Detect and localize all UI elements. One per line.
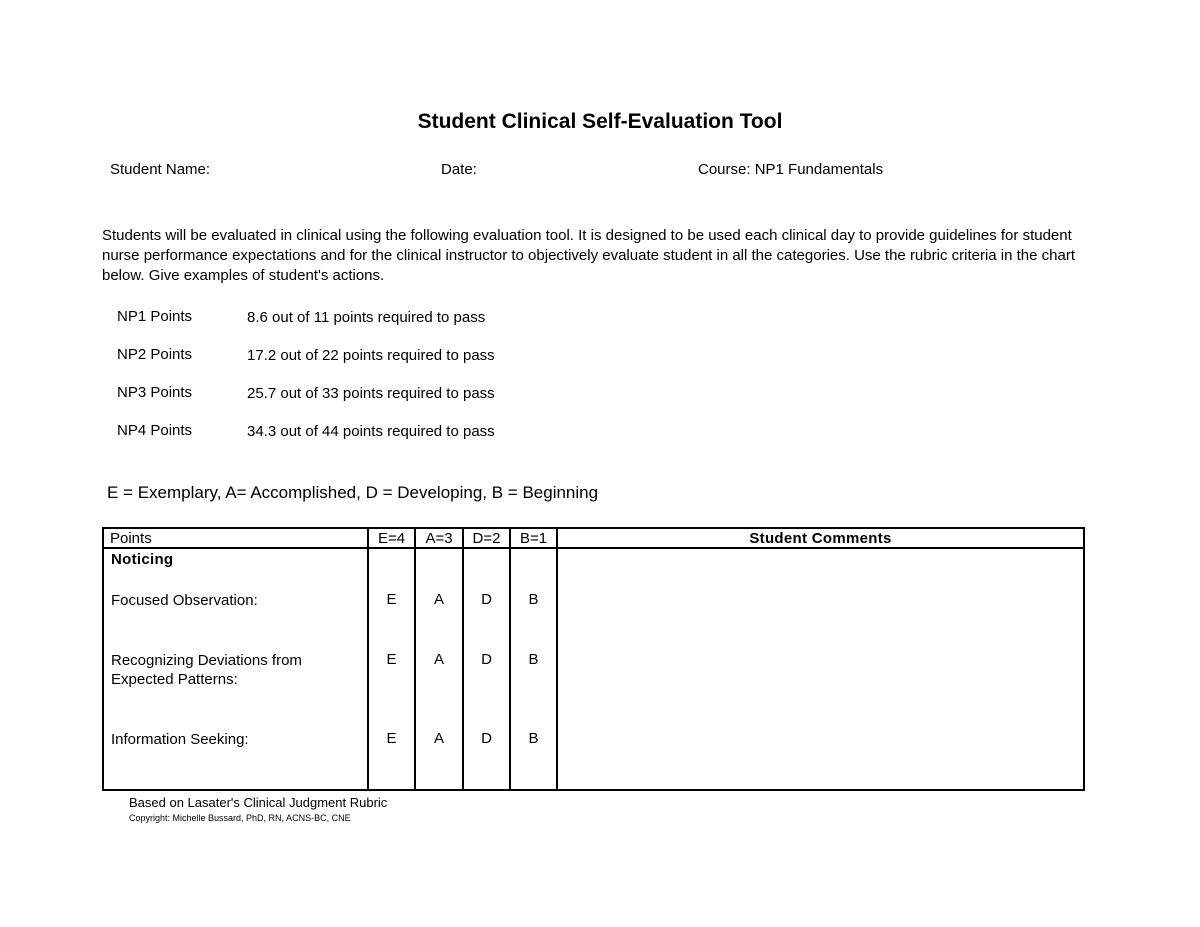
score-option-b[interactable]: B [528,591,539,608]
criterion-recognizing-deviations: Recognizing Deviations from Expected Patterns: [111,652,302,688]
intro-paragraph: Students will be evaluated in clinical using the following evaluation tool. It is designed to be used each clinical day to provide guidelines for student nurse performance expectations and for the clinical instructor to objectively evaluate student in all the categories. Use the rubric criteria in the chart below. Give examples of student's actions. [102,227,1076,284]
course-field: Course: NP1 Fundamentals [698,161,884,178]
header-developing: D=2 [463,528,510,548]
score-option-e[interactable]: E [386,730,397,747]
points-label: NP3 Points [117,384,193,401]
header-beginning: B=1 [510,528,557,548]
score-option-a[interactable]: A [433,730,444,747]
points-description: 34.3 out of 44 points required to pass [247,423,495,440]
points-description: 25.7 out of 33 points required to pass [247,385,495,402]
header-exemplary: E=4 [368,528,415,548]
score-option-d[interactable]: D [481,730,492,747]
points-label: NP1 Points [117,308,193,325]
score-column-a [415,548,463,790]
score-legend: E = Exemplary, A= Accomplished, D = Developing, B = Beginning [107,483,599,502]
criteria-cell [103,548,368,790]
score-option-b[interactable]: B [528,651,539,668]
header-accomplished: A=3 [415,528,463,548]
score-option-a[interactable]: A [433,591,444,608]
copyright-note: Copyright: Michelle Bussard, PhD, RN, ACNS-BC, CNE [129,813,351,823]
header-student-comments: Student Comments [557,528,1084,548]
rubric-body-row [103,548,1084,790]
date-field: Date: [441,161,477,178]
rubric-header-row [103,528,1084,548]
student-name-field: Student Name: [110,161,211,178]
score-column-e [368,548,415,790]
score-column-d [463,548,510,790]
points-description: 8.6 out of 11 points required to pass [247,309,486,326]
score-column-b [510,548,557,790]
points-description: 17.2 out of 22 points required to pass [247,347,495,364]
score-option-d[interactable]: D [481,591,492,608]
score-option-e[interactable]: E [386,651,397,668]
score-option-a[interactable]: A [433,651,444,668]
score-option-e[interactable]: E [386,591,397,608]
points-label: NP4 Points [117,422,193,439]
header-points: Points [103,528,368,548]
points-label: NP2 Points [117,346,193,363]
score-option-d[interactable]: D [481,651,492,668]
student-comments-cell[interactable] [557,548,1084,790]
criterion-information-seeking: Information Seeking: [111,731,249,748]
criterion-focused-observation: Focused Observation: [111,592,258,609]
rubric-table [102,527,1085,791]
score-option-b[interactable]: B [528,730,539,747]
category-noticing: Noticing [111,551,174,568]
rubric-source-note: Based on Lasater's Clinical Judgment Rubric [129,795,388,810]
document-title: Student Clinical Self-Evaluation Tool [417,110,783,133]
